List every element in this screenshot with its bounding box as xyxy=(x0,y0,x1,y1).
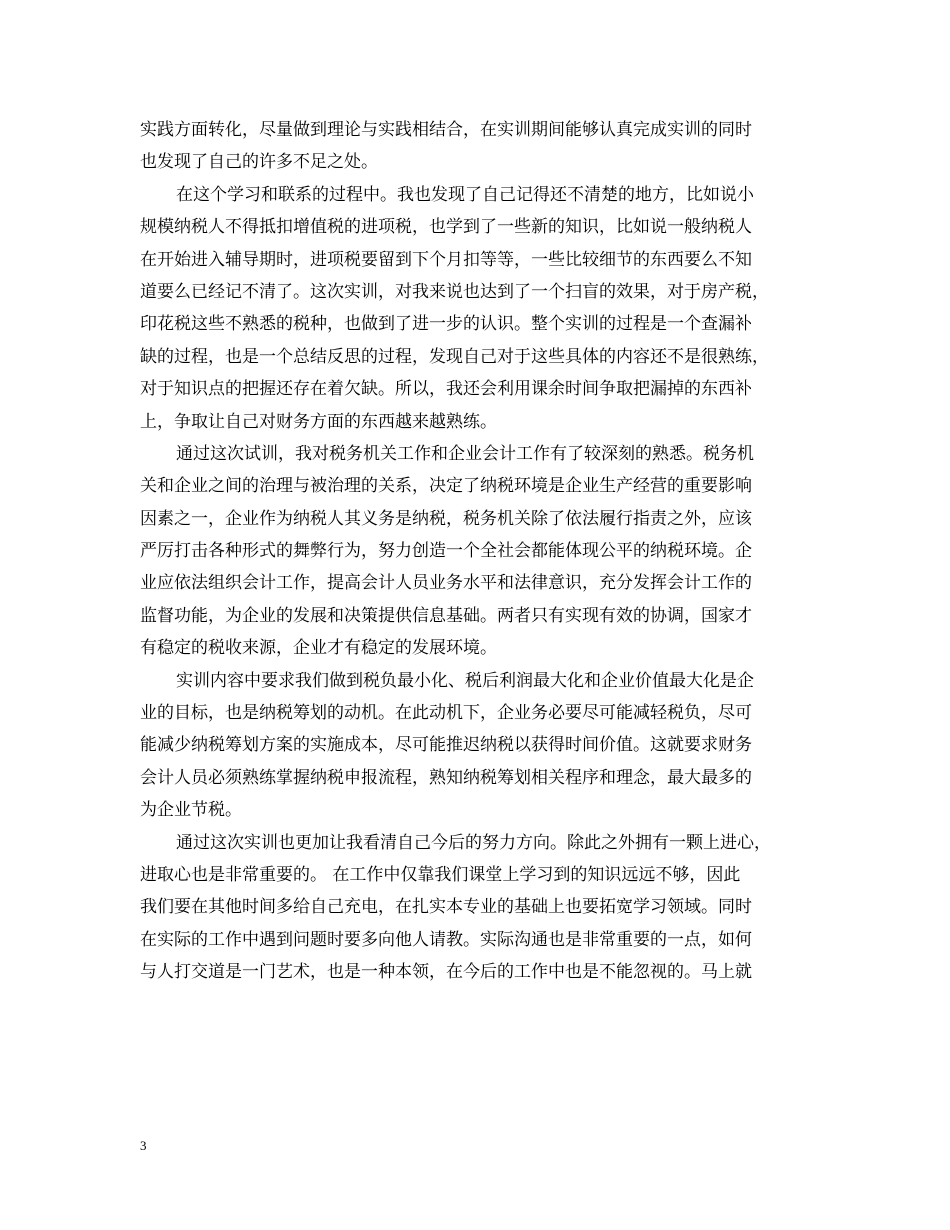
text-line: 在实际的工作中遇到问题时要多向他人请教。实际沟通也是非常重要的一点，如何 xyxy=(140,929,752,950)
paragraph-first-line: 通过这次试训，我对税务机关工作和企业会计工作有了较深刻的熟悉。税务机 xyxy=(176,443,754,464)
text-line: 我们要在其他时间多给自己充电，在扎实本专业的基础上也要拓宽学习领域。同时 xyxy=(140,897,752,918)
text-line: 也发现了自己的许多不足之处。 xyxy=(140,152,378,173)
text-line: 在开始进入辅导期时，进项税要留到下个月扣等等，一些比较细节的东西要么不知 xyxy=(140,249,752,270)
text-line: 进取心也是非常重要的。 在工作中仅靠我们课堂上学习到的知识远远不够，因此 xyxy=(140,864,741,885)
paragraph-first-line: 在这个学习和联系的过程中。我也发现了自己记得还不清楚的地方，比如说小 xyxy=(176,184,754,205)
text-line: 规模纳税人不得抵扣增值税的进项税，也学到了一些新的知识，比如说一般纳税人 xyxy=(140,217,752,238)
text-line: 监督功能，为企业的发展和决策提供信息基础。两者只有实现有效的协调，国家才 xyxy=(140,605,752,626)
text-line: 与人打交道是一门艺术，也是一种本领，在今后的工作中也是不能忽视的。马上就 xyxy=(140,962,752,983)
text-line: 实践方面转化，尽量做到理论与实践相结合，在实训期间能够认真完成实训的同时 xyxy=(140,120,752,140)
text-line: 严厉打击各种形式的舞弊行为，努力创造一个全社会都能体现公平的纳税环境。企 xyxy=(140,541,752,562)
text-line: 印花税这些不熟悉的税种，也做到了进一步的认识。整个实训的过程是一个查漏补 xyxy=(140,314,752,335)
text-line: 道要么已经记不清了。这次实训，对我来说也达到了一个扫盲的效果，对于房产税， xyxy=(140,281,769,302)
paragraph-first-line: 通过这次实训也更加让我看清自己今后的努力方向。除此之外拥有一颗上进心， xyxy=(176,832,771,853)
text-line: 业的目标，也是纳税筹划的动机。在此动机下，企业务必要尽可能减轻税负，尽可 xyxy=(140,703,752,724)
text-line: 会计人员必须熟练掌握纳税申报流程，熟知纳税筹划相关程序和理念，最大最多的 xyxy=(140,767,752,788)
text-line: 对于知识点的把握还存在着欠缺。所以，我还会利用课余时间争取把漏掉的东西补 xyxy=(140,379,752,400)
text-line: 缺的过程，也是一个总结反思的过程，发现自己对于这些具体的内容还不是很熟练， xyxy=(140,346,769,367)
text-line: 关和企业之间的治理与被治理的关系，决定了纳税环境是企业生产经营的重要影响 xyxy=(140,476,752,497)
paragraph-first-line: 实训内容中要求我们做到税负最小化、税后利润最大化和企业价值最大化是企 xyxy=(176,670,754,691)
text-line: 业应依法组织会计工作，提高会计人员业务水平和法律意识，充分发挥会计工作的 xyxy=(140,573,752,594)
text-line: 能减少纳税筹划方案的实施成本，尽可能推迟纳税以获得时间价值。这就要求财务 xyxy=(140,735,752,756)
text-line: 有稳定的税收来源，企业才有稳定的发展环境。 xyxy=(140,638,497,659)
text-line: 为企业节税。 xyxy=(140,800,242,821)
text-line: 因素之一，企业作为纳税人其义务是纳税，税务机关除了依法履行指责之外，应该 xyxy=(140,508,752,529)
document-body xyxy=(140,114,830,989)
text-line: 上，争取让自己对财务方面的东西越来越熟练。 xyxy=(140,411,497,432)
page-number: 3 xyxy=(140,1138,147,1153)
